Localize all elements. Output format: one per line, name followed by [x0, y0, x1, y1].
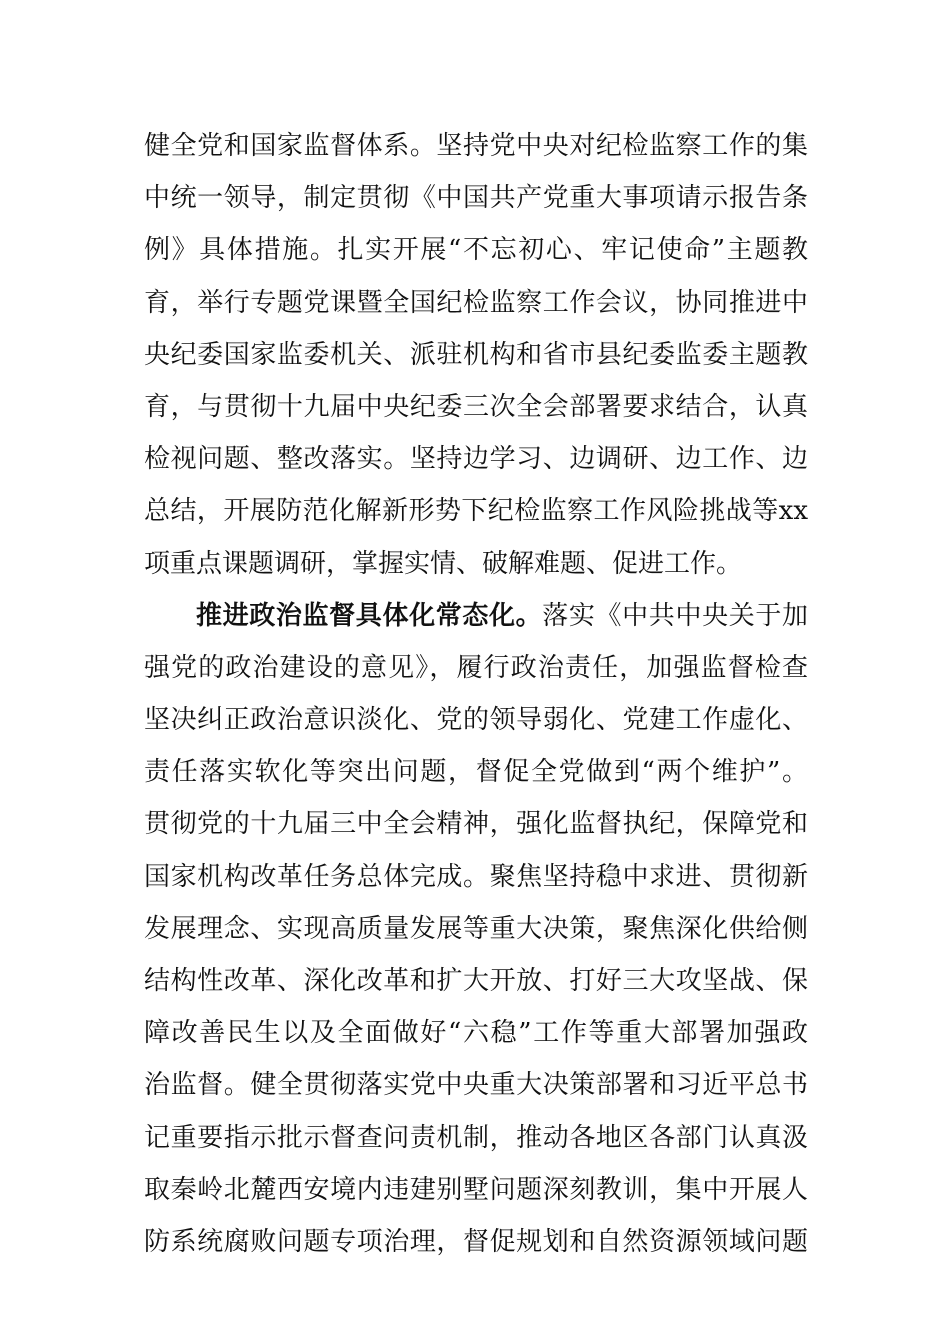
paragraph-first-line [144, 590, 808, 642]
paragraph-line: 健全党和国家监督体系。坚持党中央对纪检监察工作的集 [144, 131, 808, 161]
paragraph-line: 项重点课题调研，掌握实情、破解难题、促进工作。 [144, 548, 743, 579]
paragraph-line: 结构性改革、深化改革和扩大开放、打好三大攻坚战、保 [144, 966, 808, 996]
paragraph-line: 记重要指示批示督查问责机制，推动各地区各部门认真汲 [144, 1122, 808, 1153]
paragraph-line: 治监督。健全贯彻落实党中央重大决策部署和习近平总书 [144, 1070, 808, 1101]
paragraph-line: 防系统腐败问题专项治理，督促规划和自然资源领域问题 [144, 1226, 808, 1257]
paragraph-line: 中统一领导，制定贯彻《中国共产党重大事项请示报告条 [144, 183, 808, 214]
paragraph-line: 育，与贯彻十九届中央纪委三次全会部署要求结合，认真 [144, 391, 808, 422]
paragraph-line: 育，举行专题党课暨全国纪检监察工作会议，协同推进中 [144, 287, 808, 318]
paragraph-line: 障改善民生以及全面做好“六稳”工作等重大部署加强政 [144, 1018, 808, 1049]
paragraph-line: 责任落实软化等突出问题，督促全党做到“两个维护”。 [144, 757, 808, 788]
body-text [144, 120, 808, 1268]
paragraph-line: 国家机构改革任务总体完成。聚焦坚持稳中求进、贯彻新 [144, 861, 808, 892]
paragraph-line: 贯彻党的十九届三中全会精神，强化监督执纪，保障党和 [144, 809, 808, 840]
paragraph-line: 总结，开展防范化解新形势下纪检监察工作风险挑战等xx [144, 496, 808, 527]
paragraph-line: 坚决纠正政治意识淡化、党的领导弱化、党建工作虚化、 [144, 705, 808, 736]
paragraph-line: 央纪委国家监委机关、派驻机构和省市县纪委监委主题教 [144, 339, 808, 370]
paragraph-line: 检视问题、整改落实。坚持边学习、边调研、边工作、边 [144, 444, 808, 475]
paragraph-line: 例》具体措施。扎实开展“不忘初心、牢记使命”主题教 [144, 235, 808, 266]
paragraph-line: 取秦岭北麓西安境内违建别墅问题深刻教训，集中开展人 [144, 1174, 808, 1205]
paragraph-line-rest: 落实《中共中央关于加 [542, 600, 808, 631]
section-heading: 推进政治监督具体化常态化。 [196, 600, 543, 631]
paragraph-line: 强党的政治建设的意见》，履行政治责任，加强监督检查 [144, 652, 808, 683]
paragraph-line: 发展理念、实现高质量发展等重大决策，聚焦深化供给侧 [144, 913, 808, 944]
